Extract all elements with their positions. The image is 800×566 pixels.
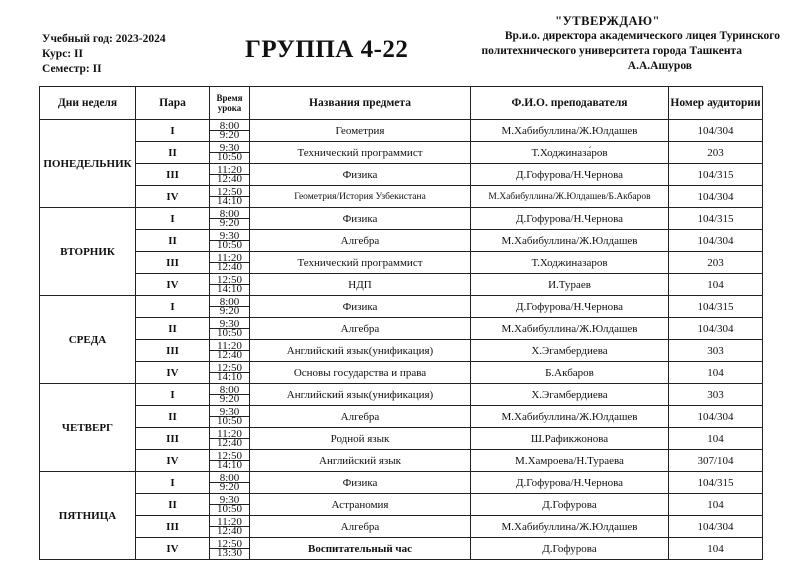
teacher-name: М.Хабибуллина/Ж.Юлдашев bbox=[471, 406, 669, 428]
page-title: ГРУППА 4-22 bbox=[245, 36, 409, 63]
time-end: 12:40 bbox=[216, 437, 243, 449]
approval-title: "УТВЕРЖДАЮ" bbox=[555, 14, 660, 28]
table-row bbox=[40, 516, 763, 538]
subject-name: Воспитательный час bbox=[250, 538, 471, 560]
subject-name: Родной язык bbox=[250, 428, 471, 450]
time-end: 9:20 bbox=[219, 393, 240, 405]
time-start: 8:00 bbox=[210, 298, 249, 307]
col-pair: Пара bbox=[136, 87, 210, 120]
time-end: 12:40 bbox=[216, 525, 243, 537]
pair-number: IV bbox=[136, 274, 210, 296]
time-start: 11:20 bbox=[210, 254, 249, 263]
subject-name: Астраномия bbox=[250, 494, 471, 516]
col-day: Дни неделя bbox=[40, 87, 136, 120]
pair-number: I bbox=[136, 472, 210, 494]
teacher-name: Т.Ходжиназа́ров bbox=[471, 142, 669, 164]
lesson-time bbox=[210, 406, 250, 428]
room-number: 203 bbox=[669, 252, 763, 274]
time-start: 11:20 bbox=[210, 166, 249, 175]
room-number: 104/315 bbox=[669, 472, 763, 494]
approval-block bbox=[430, 14, 780, 74]
day-name: ВТОРНИК bbox=[40, 208, 136, 296]
lesson-time bbox=[210, 516, 250, 538]
time-end: 12:40 bbox=[216, 173, 243, 185]
lesson-time bbox=[210, 340, 250, 362]
teacher-name: М.Хамроева/Н.Тураева bbox=[471, 450, 669, 472]
time-start: 11:20 bbox=[210, 430, 249, 439]
time-end: 10:50 bbox=[216, 327, 243, 339]
room-number: 307/104 bbox=[669, 450, 763, 472]
subject-name: НДП bbox=[250, 274, 471, 296]
teacher-name: Х.Эгамбердиева bbox=[471, 384, 669, 406]
time-start: 12:50 bbox=[210, 364, 249, 373]
semester: Семестр: II bbox=[42, 63, 102, 75]
time-start: 9:30 bbox=[210, 320, 249, 329]
room-number: 104 bbox=[669, 428, 763, 450]
subject-name: Физика bbox=[250, 472, 471, 494]
teacher-name: М.Хабибуллина/Ж.Юлдашев bbox=[471, 516, 669, 538]
pair-number: III bbox=[136, 340, 210, 362]
teacher-name: Д.Гофурова/Н.Чернова bbox=[471, 296, 669, 318]
lesson-time bbox=[210, 472, 250, 494]
room-number: 104/304 bbox=[669, 230, 763, 252]
day-name: ПОНЕДЕЛЬНИК bbox=[40, 120, 136, 208]
table-row bbox=[40, 208, 763, 230]
pair-number: III bbox=[136, 516, 210, 538]
table-row bbox=[40, 406, 763, 428]
table-row bbox=[40, 164, 763, 186]
subject-name: Физика bbox=[250, 208, 471, 230]
teacher-name: Д.Гофурова bbox=[471, 538, 669, 560]
lesson-time bbox=[210, 538, 250, 560]
time-end: 12:40 bbox=[216, 261, 243, 273]
subject-name: Физика bbox=[250, 164, 471, 186]
lesson-time bbox=[210, 296, 250, 318]
pair-number: IV bbox=[136, 362, 210, 384]
teacher-name: М.Хабибуллина/Ж.Юлдашев bbox=[471, 120, 669, 142]
day-name: ЧЕТВЕРГ bbox=[40, 384, 136, 472]
time-start: 11:20 bbox=[210, 342, 249, 351]
pair-number: IV bbox=[136, 186, 210, 208]
col-subject: Названия предмета bbox=[250, 87, 471, 120]
lesson-time bbox=[210, 494, 250, 516]
pair-number: III bbox=[136, 164, 210, 186]
teacher-name: Ш.Рафикжонова bbox=[471, 428, 669, 450]
room-number: 104/304 bbox=[669, 406, 763, 428]
table-row bbox=[40, 362, 763, 384]
room-number: 104 bbox=[669, 362, 763, 384]
teacher-name: Д.Гофурова/Н.Чернова bbox=[471, 164, 669, 186]
lesson-time bbox=[210, 384, 250, 406]
subject-name: Английский язык bbox=[250, 450, 471, 472]
room-number: 104 bbox=[669, 494, 763, 516]
room-number: 104/304 bbox=[669, 186, 763, 208]
table-row bbox=[40, 186, 763, 208]
col-teacher: Ф.И.О. преподавателя bbox=[471, 87, 669, 120]
lesson-time bbox=[210, 142, 250, 164]
pair-number: II bbox=[136, 494, 210, 516]
table-header-row bbox=[40, 87, 763, 120]
approval-signatory: А.А.Ашуров bbox=[627, 60, 692, 72]
teacher-name: И.Тураев bbox=[471, 274, 669, 296]
teacher-name: Х.Эгамбердиева bbox=[471, 340, 669, 362]
table-row bbox=[40, 142, 763, 164]
teacher-name: Д.Гофурова/Н.Чернова bbox=[471, 472, 669, 494]
course: Курс: II bbox=[42, 48, 83, 60]
time-start: 11:20 bbox=[210, 518, 249, 527]
pair-number: II bbox=[136, 318, 210, 340]
teacher-name: М.Хабибуллина/Ж.Юлдашев/Б.Акбаров bbox=[471, 186, 669, 208]
lesson-time bbox=[210, 120, 250, 142]
academic-year: Учебный год: 2023-2024 bbox=[42, 33, 166, 45]
time-start: 8:00 bbox=[210, 386, 249, 395]
lesson-time bbox=[210, 186, 250, 208]
table-row bbox=[40, 450, 763, 472]
time-end: 14:10 bbox=[216, 195, 243, 207]
pair-number: IV bbox=[136, 538, 210, 560]
pair-number: I bbox=[136, 208, 210, 230]
pair-number: III bbox=[136, 428, 210, 450]
room-number: 104/304 bbox=[669, 318, 763, 340]
table-row bbox=[40, 494, 763, 516]
table-row bbox=[40, 296, 763, 318]
schedule-body bbox=[40, 120, 763, 560]
lesson-time bbox=[210, 164, 250, 186]
time-end: 13:30 bbox=[216, 547, 243, 559]
col-time: Время урока bbox=[210, 87, 250, 120]
time-start: 12:50 bbox=[210, 188, 249, 197]
teacher-name: Б.Акбаров bbox=[471, 362, 669, 384]
lesson-time bbox=[210, 450, 250, 472]
time-start: 9:30 bbox=[210, 408, 249, 417]
teacher-name: М.Хабибуллина/Ж.Юлдашев bbox=[471, 230, 669, 252]
day-name: СРЕДА bbox=[40, 296, 136, 384]
subject-name: Геометрия/История Узбекистана bbox=[250, 186, 471, 208]
room-number: 104/315 bbox=[669, 296, 763, 318]
pair-number: II bbox=[136, 230, 210, 252]
approval-line-2: политехнического университета города Ташкента bbox=[481, 45, 742, 57]
lesson-time bbox=[210, 318, 250, 340]
table-row bbox=[40, 318, 763, 340]
lesson-time bbox=[210, 208, 250, 230]
table-row bbox=[40, 384, 763, 406]
pair-number: III bbox=[136, 252, 210, 274]
table-row bbox=[40, 472, 763, 494]
time-start: 8:00 bbox=[210, 474, 249, 483]
room-number: 104/315 bbox=[669, 164, 763, 186]
time-start: 12:50 bbox=[210, 540, 249, 549]
pair-number: II bbox=[136, 406, 210, 428]
day-name: ПЯТНИЦА bbox=[40, 472, 136, 560]
lesson-time bbox=[210, 252, 250, 274]
subject-name: Физика bbox=[250, 296, 471, 318]
teacher-name: Д.Гофурова/Н.Чернова bbox=[471, 208, 669, 230]
document-meta bbox=[42, 32, 166, 77]
subject-name: Основы государства и права bbox=[250, 362, 471, 384]
time-start: 9:30 bbox=[210, 496, 249, 505]
table-row bbox=[40, 230, 763, 252]
subject-name: Технический программист bbox=[250, 142, 471, 164]
time-start: 8:00 bbox=[210, 122, 249, 131]
lesson-time bbox=[210, 230, 250, 252]
time-start: 9:30 bbox=[210, 232, 249, 241]
room-number: 303 bbox=[669, 340, 763, 362]
time-end: 9:20 bbox=[219, 129, 240, 141]
time-end: 10:50 bbox=[216, 151, 243, 163]
lesson-time bbox=[210, 362, 250, 384]
subject-name: Английский язык(унификация) bbox=[250, 384, 471, 406]
subject-name: Английский язык(унификация) bbox=[250, 340, 471, 362]
table-row bbox=[40, 538, 763, 560]
subject-name: Алгебра bbox=[250, 516, 471, 538]
time-start: 9:30 bbox=[210, 144, 249, 153]
subject-name: Геометрия bbox=[250, 120, 471, 142]
subject-name: Алгебра bbox=[250, 230, 471, 252]
table-row bbox=[40, 428, 763, 450]
pair-number: II bbox=[136, 142, 210, 164]
time-end: 9:20 bbox=[219, 217, 240, 229]
subject-name: Технический программист bbox=[250, 252, 471, 274]
table-row bbox=[40, 252, 763, 274]
time-end: 9:20 bbox=[219, 305, 240, 317]
lesson-time bbox=[210, 274, 250, 296]
table-row bbox=[40, 340, 763, 362]
room-number: 104 bbox=[669, 538, 763, 560]
schedule-table bbox=[39, 86, 763, 560]
approval-line-1: Вр.и.о. директора академического лицея Туринского bbox=[504, 30, 780, 42]
subject-name: Алгебра bbox=[250, 406, 471, 428]
pair-number: I bbox=[136, 384, 210, 406]
pair-number: I bbox=[136, 296, 210, 318]
time-start: 12:50 bbox=[210, 452, 249, 461]
room-number: 203 bbox=[669, 142, 763, 164]
room-number: 104/315 bbox=[669, 208, 763, 230]
table-row bbox=[40, 120, 763, 142]
time-end: 14:10 bbox=[216, 283, 243, 295]
room-number: 104 bbox=[669, 274, 763, 296]
subject-name: Алгебра bbox=[250, 318, 471, 340]
pair-number: IV bbox=[136, 450, 210, 472]
teacher-name: Д.Гофурова bbox=[471, 494, 669, 516]
time-end: 14:10 bbox=[216, 459, 243, 471]
time-end: 12:40 bbox=[216, 349, 243, 361]
time-end: 10:50 bbox=[216, 415, 243, 427]
pair-number: I bbox=[136, 120, 210, 142]
time-end: 10:50 bbox=[216, 239, 243, 251]
time-end: 10:50 bbox=[216, 503, 243, 515]
time-start: 12:50 bbox=[210, 276, 249, 285]
room-number: 104/304 bbox=[669, 120, 763, 142]
room-number: 104/304 bbox=[669, 516, 763, 538]
teacher-name: М.Хабибуллина/Ж.Юлдашев bbox=[471, 318, 669, 340]
time-start: 8:00 bbox=[210, 210, 249, 219]
table-row bbox=[40, 274, 763, 296]
time-end: 9:20 bbox=[219, 481, 240, 493]
col-room: Номер аудитории bbox=[669, 87, 763, 120]
time-end: 14:10 bbox=[216, 371, 243, 383]
teacher-name: Т.Ходжиназаров bbox=[471, 252, 669, 274]
lesson-time bbox=[210, 428, 250, 450]
room-number: 303 bbox=[669, 384, 763, 406]
